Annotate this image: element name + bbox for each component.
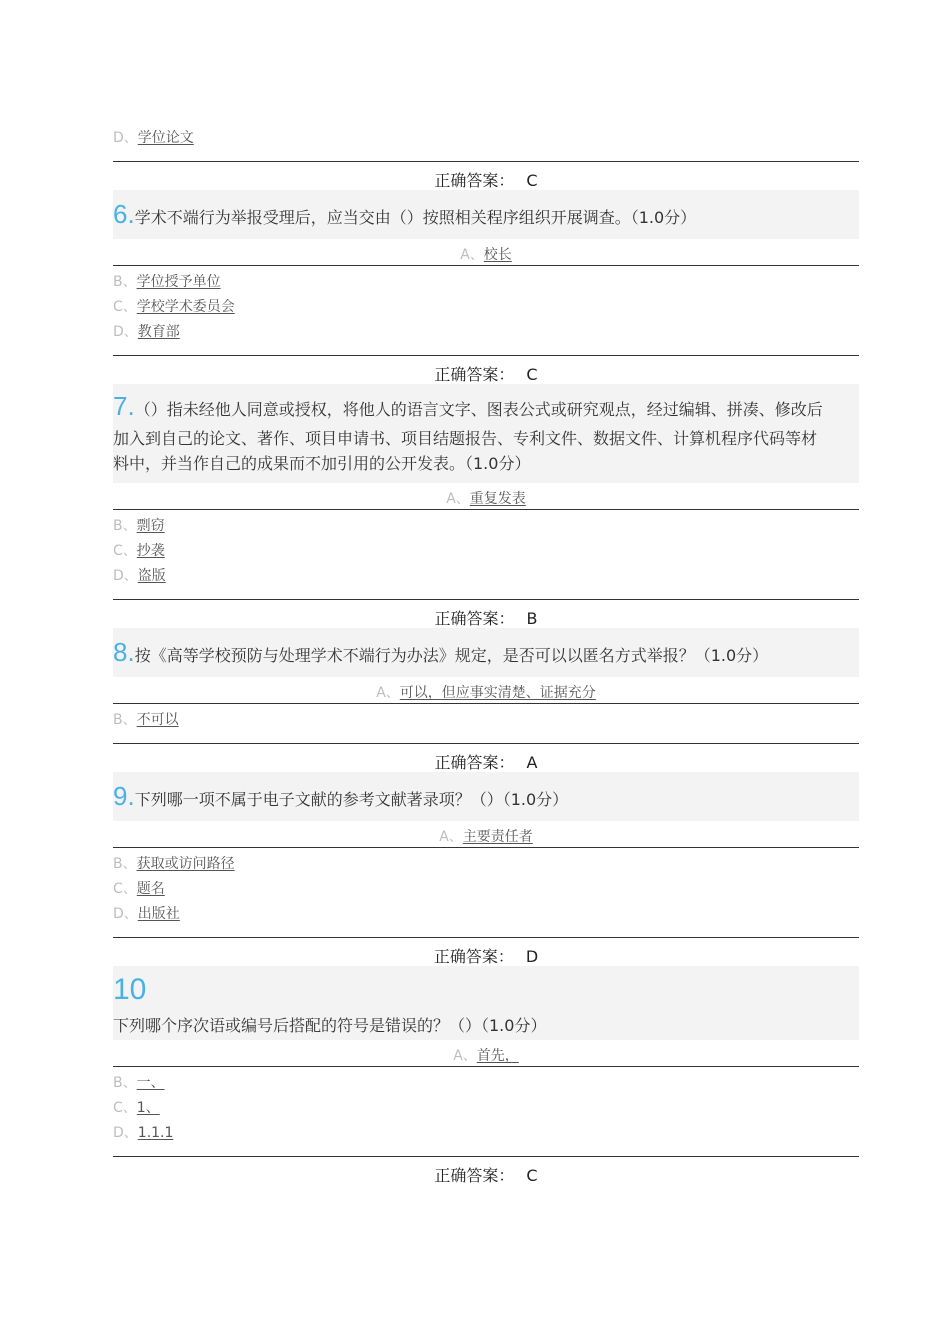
answer-label: 正确答案： (434, 609, 515, 628)
correct-answer (113, 750, 859, 773)
correct-answer (113, 944, 859, 967)
question-9 (113, 772, 859, 821)
divider (113, 355, 859, 356)
divider (113, 703, 859, 704)
option-text: 主要责任者 (462, 829, 533, 845)
question-text-line-1: （）指未经他人同意或授权，将他人的语言文字、图表公式或研究观点，经过编辑、拼凑、修改后 (134, 400, 823, 419)
option-b[interactable] (113, 853, 235, 873)
option-c[interactable] (113, 540, 165, 560)
question-number: 9. (113, 781, 135, 811)
question-number: 7. (113, 391, 135, 421)
answer-label: 正确答案： (434, 365, 515, 384)
question-number: 6. (113, 199, 135, 229)
option-letter: B、 (113, 856, 137, 872)
correct-answer (113, 1163, 859, 1186)
option-text: 1.1.1 (137, 1125, 174, 1141)
option-b[interactable] (113, 515, 165, 535)
option-a[interactable] (113, 1045, 859, 1065)
option-letter: C、 (113, 299, 137, 315)
question-number: 8. (113, 637, 135, 667)
option-letter: B、 (113, 712, 137, 728)
answer-label: 正确答案： (433, 947, 514, 966)
option-a[interactable] (113, 488, 859, 508)
option-c[interactable] (113, 296, 235, 316)
divider (113, 599, 859, 600)
option-d[interactable] (113, 1122, 173, 1142)
option-letter: B、 (113, 1075, 137, 1091)
question-number: 10 (113, 973, 147, 1006)
option-b[interactable] (113, 271, 221, 291)
correct-answer (113, 168, 859, 191)
divider (113, 847, 859, 848)
question-text: 下列哪个序次语或编号后搭配的符号是错误的？（）（1.0分） (113, 1016, 547, 1035)
option-d[interactable] (113, 565, 166, 585)
option-text: 1、 (136, 1100, 160, 1116)
option-letter: D、 (113, 1125, 138, 1141)
option-letter: C、 (113, 1100, 137, 1116)
option-b[interactable] (113, 709, 179, 729)
option-letter: D、 (113, 324, 138, 340)
question-6 (113, 190, 859, 239)
option-letter: A、 (446, 491, 470, 507)
option-text: 学位授予单位 (136, 274, 221, 290)
option-text: 学位论文 (137, 130, 194, 146)
option-c[interactable] (113, 878, 165, 898)
option-d[interactable] (113, 903, 180, 923)
option-text: 出版社 (137, 906, 180, 922)
question-text: 学术不端行为举报受理后，应当交由（）按照相关程序组织开展调查。（1.0分） (134, 208, 697, 227)
option-text: 一、 (136, 1075, 165, 1091)
option-text: 获取或访问路径 (136, 856, 235, 872)
answer-value: C (526, 365, 538, 384)
question-text-line-3: 料中，并当作自己的成果而不加引用的公开发表。（1.0分） (113, 454, 531, 473)
option-text: 盗版 (137, 568, 166, 584)
option-letter: C、 (113, 881, 137, 897)
question-7 (113, 384, 859, 483)
question-text: 下列哪一项不属于电子文献的参考文献著录项？（）（1.0分） (134, 790, 569, 809)
answer-label: 正确答案： (434, 1166, 515, 1185)
option-text: 学校学术委员会 (136, 299, 235, 315)
divider (113, 1156, 859, 1157)
option-letter: A、 (376, 685, 400, 701)
divider (113, 509, 859, 510)
question-10 (113, 966, 859, 1040)
divider (113, 1066, 859, 1067)
option-letter: A、 (460, 247, 484, 263)
option-letter: D、 (113, 130, 138, 146)
option-text: 校长 (483, 247, 512, 263)
answer-value: B (526, 609, 538, 628)
option-d[interactable] (113, 127, 194, 147)
option-text: 可以，但应事实清楚、证据充分 (399, 685, 596, 701)
option-letter: D、 (113, 568, 138, 584)
option-text: 题名 (136, 881, 165, 897)
option-letter: A、 (439, 829, 463, 845)
option-c[interactable] (113, 1097, 160, 1117)
option-letter: D、 (113, 906, 138, 922)
answer-label: 正确答案： (434, 753, 515, 772)
option-text: 剽窃 (136, 518, 165, 534)
correct-answer (113, 362, 859, 385)
divider (113, 161, 859, 162)
answer-value: A (526, 753, 538, 772)
question-8 (113, 628, 859, 677)
correct-answer (113, 606, 859, 629)
question-text-line-2: 加入到自己的论文、著作、项目申请书、项目结题报告、专利文件、数据文件、计算机程序代码等材 (113, 429, 818, 448)
option-text: 不可以 (136, 712, 179, 728)
divider (113, 265, 859, 266)
option-letter: C、 (113, 543, 137, 559)
option-text: 抄袭 (136, 543, 165, 559)
answer-value: D (525, 947, 539, 966)
question-text: 按《高等学校预防与处理学术不端行为办法》规定，是否可以以匿名方式举报？（1.0分） (134, 646, 769, 665)
option-letter: B、 (113, 274, 137, 290)
option-letter: B、 (113, 518, 137, 534)
divider (113, 743, 859, 744)
option-d[interactable] (113, 321, 180, 341)
option-a[interactable] (113, 682, 859, 702)
option-a[interactable] (113, 244, 859, 264)
option-a[interactable] (113, 826, 859, 846)
option-letter: A、 (453, 1048, 477, 1064)
option-text: 首先， (476, 1048, 519, 1064)
option-text: 教育部 (137, 324, 180, 340)
option-text: 重复发表 (469, 491, 526, 507)
answer-value: C (526, 1166, 538, 1185)
divider (113, 937, 859, 938)
answer-value: C (526, 171, 538, 190)
answer-label: 正确答案： (434, 171, 515, 190)
option-b[interactable] (113, 1072, 165, 1092)
